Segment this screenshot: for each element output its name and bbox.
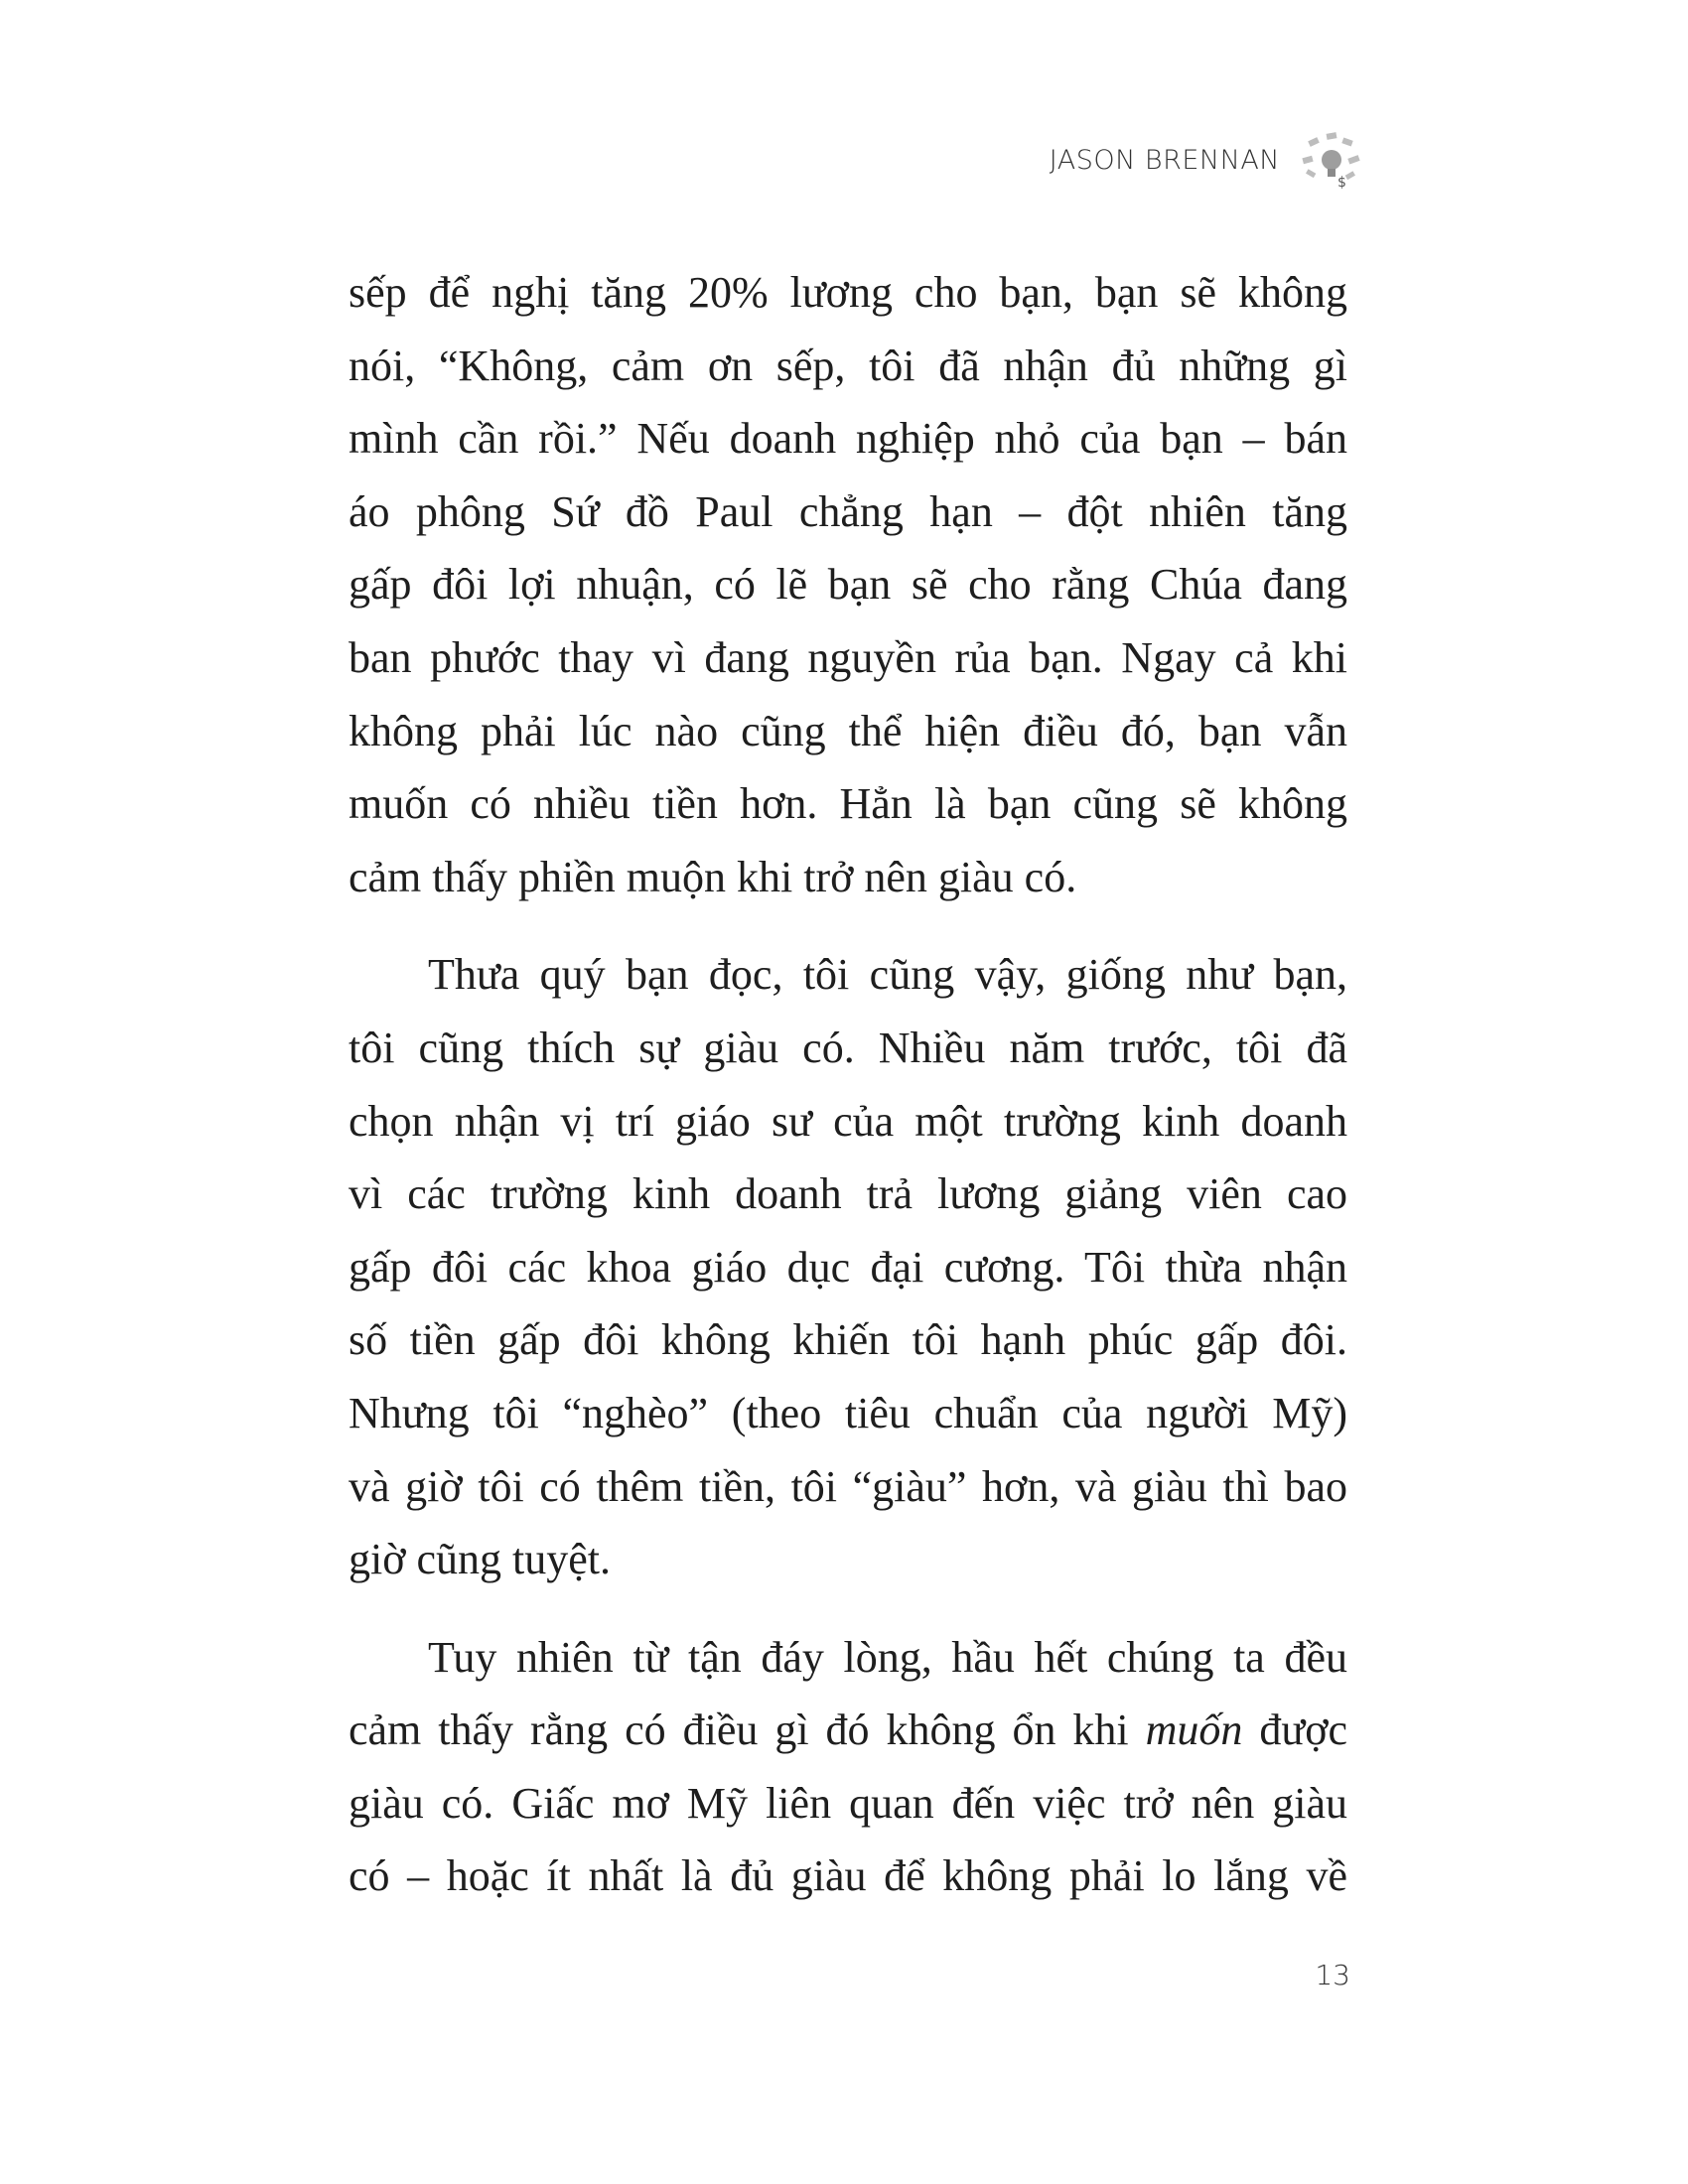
svg-text:$: $ (1337, 175, 1346, 191)
text-line: sếp để nghị tăng 20% lương cho bạn, bạn sẽ không (349, 268, 1347, 317)
text-line: nói, “Không, cảm ơn sếp, tôi đã nhận đủ những gì (349, 341, 1347, 390)
text-line: Tuy nhiên từ tận đáy lòng, hầu hết chúng ta đều (428, 1632, 1347, 1682)
text-line: muốn có nhiều tiền hơn. Hẳn là bạn cũng sẽ không (349, 779, 1347, 829)
paragraph-1 (349, 256, 1347, 913)
text-line: gấp đôi các khoa giáo dục đại cương. Tôi thừa nhận (349, 1242, 1347, 1292)
text-line: số tiền gấp đôi không khiến tôi hạnh phúc gấp đôi. (349, 1315, 1347, 1365)
text-line: và giờ tôi có thêm tiền, tôi “giàu” hơn, và giàu thì bao (349, 1461, 1347, 1511)
emphasized-word: muốn (1145, 1706, 1243, 1755)
text-line: Nhưng tôi “nghèo” (theo tiêu chuẩn của người Mỹ) (349, 1388, 1347, 1437)
text-line: vì các trường kinh doanh trả lương giảng viên cao (349, 1169, 1347, 1219)
paragraph-3 (349, 1621, 1347, 1913)
text-segment: được (1242, 1706, 1347, 1755)
text-segment: cảm thấy rằng có điều gì đó không ổn khi (349, 1706, 1146, 1755)
text-line: ban phước thay vì đang nguyền rủa bạn. Ngay cả khi (349, 632, 1347, 682)
running-header-author: JASON BRENNAN (1049, 145, 1280, 176)
text-line (349, 1694, 1347, 1767)
text-line: chọn nhận vị trí giáo sư của một trường kinh doanh (349, 1096, 1347, 1146)
page-number: 13 (1315, 1959, 1350, 1991)
body-text (349, 256, 1347, 1938)
text-line: tôi cũng thích sự giàu có. Nhiều năm trước, tôi đã (349, 1023, 1347, 1072)
text-line: có – hoặc ít nhất là đủ giàu để không phải lo lắng về (349, 1851, 1347, 1901)
text-line: giờ cũng tuyệt. (349, 1535, 611, 1584)
text-line: không phải lúc nào cũng thể hiện điều đó, bạn vẫn (349, 706, 1347, 755)
text-line: áo phông Sứ đồ Paul chẳng hạn – đột nhiên tăng (349, 486, 1347, 536)
lightbulb-money-icon (1301, 131, 1362, 191)
text-line: giàu có. Giấc mơ Mỹ liên quan đến việc trở nên giàu (349, 1778, 1347, 1828)
text-line: gấp đôi lợi nhuận, có lẽ bạn sẽ cho rằng Chúa đang (349, 560, 1347, 610)
text-line: Thưa quý bạn đọc, tôi cũng vậy, giống như bạn, (428, 950, 1347, 1000)
text-line: mình cần rồi.” Nếu doanh nghiệp nhỏ của bạn – bán (349, 414, 1347, 464)
paragraph-2 (349, 938, 1347, 1595)
text-line: cảm thấy phiền muộn khi trở nên giàu có. (349, 852, 1077, 901)
